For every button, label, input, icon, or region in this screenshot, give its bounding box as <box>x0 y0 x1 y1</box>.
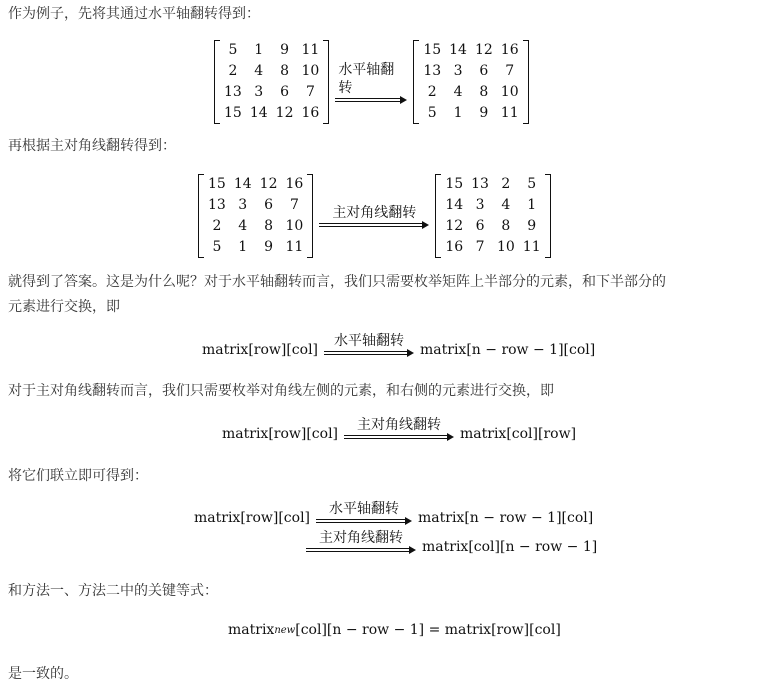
matrix-original <box>214 40 329 124</box>
equation-combined-step2 <box>300 527 597 555</box>
paragraph-explanation-line2: 元素进行交换，即 <box>8 299 120 315</box>
arrow-label-horizontal: 水平轴翻转 <box>338 62 395 96</box>
matrix-row <box>204 237 307 258</box>
matrix-row-2 <box>198 174 551 258</box>
matrix-cell: 9 <box>280 42 290 58</box>
matrix-row <box>419 40 522 61</box>
matrix-cell: 6 <box>479 63 489 79</box>
matrix-row-1 <box>214 40 529 124</box>
matrix-cell: 1 <box>238 239 248 255</box>
eq3-arrow-label-horizontal: 水平轴翻转 <box>329 501 400 517</box>
matrix-cell: 5 <box>228 42 238 58</box>
matrix-cell: 13 <box>423 63 442 79</box>
matrix-cell: 2 <box>228 63 238 79</box>
eq3-mid: matrix[n − row − 1][col] <box>418 510 594 526</box>
matrix-cell: 3 <box>254 84 264 100</box>
eq4-base: matrix <box>228 622 275 638</box>
matrix-after-diagonal <box>435 174 550 258</box>
eq1-arrow-label: 水平轴翻转 <box>334 333 405 349</box>
matrix-row <box>204 174 307 195</box>
matrix-cell: 4 <box>453 84 463 100</box>
matrix-cell: 1 <box>527 197 537 213</box>
matrix-row <box>220 103 323 124</box>
matrix-cell: 8 <box>501 218 511 234</box>
matrix-row <box>441 195 544 216</box>
matrix-cell: 1 <box>254 42 264 58</box>
matrix-row <box>419 103 522 124</box>
matrix-cell: 7 <box>505 63 515 79</box>
matrix-table <box>441 174 544 258</box>
paragraph-diagonal-flip-intro: 再根据主对角线翻转得到： <box>8 138 176 154</box>
matrix-cell: 6 <box>280 84 290 100</box>
matrix-cell: 16 <box>285 176 304 192</box>
matrix-cell: 11 <box>522 239 541 255</box>
matrix-cell: 16 <box>301 105 320 121</box>
eq2-arrow <box>344 416 454 440</box>
matrix-cell: 11 <box>500 105 519 121</box>
matrix-cell: 3 <box>453 63 463 79</box>
matrix-cell: 2 <box>212 218 222 234</box>
matrix-row <box>419 82 522 103</box>
matrix-cell: 14 <box>233 176 252 192</box>
matrix-cell: 8 <box>280 63 290 79</box>
eq2-left: matrix[row][col] <box>222 426 339 442</box>
arrow-diagonal-flip <box>319 204 429 228</box>
matrix-cell: 3 <box>238 197 248 213</box>
matrix-row <box>441 216 544 237</box>
matrix-cell: 14 <box>449 42 467 58</box>
matrix-cell: 9 <box>527 218 537 234</box>
matrix-cell: 7 <box>289 197 299 213</box>
equation-key <box>228 622 561 638</box>
matrix-cell: 5 <box>212 239 222 255</box>
matrix-cell: 14 <box>249 105 268 121</box>
matrix-cell: 2 <box>501 176 511 192</box>
eq4-subscript: new <box>274 624 296 636</box>
matrix-cell: 10 <box>496 239 515 255</box>
matrix-cell: 13 <box>471 176 489 192</box>
matrix-cell: 11 <box>285 239 304 255</box>
eq3-arrow-diagonal <box>306 529 416 553</box>
matrix-cell: 7 <box>475 239 485 255</box>
eq3-right: matrix[col][n − row − 1] <box>422 539 598 555</box>
matrix-cell: 15 <box>208 176 226 192</box>
matrix-cell: 8 <box>264 218 274 234</box>
matrix-row <box>441 237 544 258</box>
matrix-cell: 11 <box>301 42 320 58</box>
matrix-cell: 16 <box>445 239 464 255</box>
eq2-arrow-label: 主对角线翻转 <box>357 417 442 433</box>
matrix-row <box>220 61 323 82</box>
matrix-cell: 6 <box>264 197 274 213</box>
equation-combined-step1 <box>194 498 593 526</box>
paragraph-explanation-line1: 就得到了答案。这是为什么呢？对于水平轴翻转而言，我们只需要枚举矩阵上半部分的元素，和下半部分的 <box>8 274 666 290</box>
matrix-cell: 8 <box>479 84 489 100</box>
paragraph-horizontal-flip-intro: 作为例子，先将其通过水平轴翻转得到： <box>8 6 260 22</box>
matrix-cell: 9 <box>264 239 274 255</box>
eq3-arrow-label-diagonal: 主对角线翻转 <box>319 530 403 546</box>
matrix-cell: 1 <box>453 105 463 121</box>
matrix-cell: 5 <box>527 176 537 192</box>
eq1-left: matrix[row][col] <box>202 342 319 358</box>
matrix-table <box>220 40 323 124</box>
matrix-cell: 12 <box>259 176 278 192</box>
matrix-table <box>204 174 307 258</box>
matrix-table <box>419 40 522 124</box>
matrix-cell: 4 <box>238 218 248 234</box>
matrix-cell: 15 <box>423 42 442 58</box>
matrix-row <box>441 174 544 195</box>
matrix-after-horizontal <box>413 40 528 124</box>
matrix-cell: 3 <box>475 197 485 213</box>
matrix-after-horizontal-2 <box>198 174 313 258</box>
matrix-cell: 15 <box>445 176 464 192</box>
matrix-cell: 2 <box>427 84 437 100</box>
eq1-right: matrix[n − row − 1][col] <box>420 342 596 358</box>
matrix-cell: 9 <box>479 105 489 121</box>
paragraph-combine: 将它们联立即可得到： <box>8 468 148 484</box>
matrix-row <box>220 40 323 61</box>
matrix-cell: 12 <box>275 105 294 121</box>
eq2-right: matrix[col][row] <box>460 426 577 442</box>
matrix-cell: 10 <box>500 84 519 100</box>
matrix-cell: 4 <box>254 63 264 79</box>
matrix-cell: 13 <box>224 84 242 100</box>
eq3-arrow-horizontal <box>316 500 412 524</box>
matrix-cell: 6 <box>475 218 485 234</box>
matrix-row <box>419 61 522 82</box>
paragraph-conclusion: 是一致的。 <box>8 666 78 682</box>
matrix-cell: 4 <box>501 197 511 213</box>
matrix-cell: 10 <box>285 218 304 234</box>
matrix-cell: 12 <box>474 42 493 58</box>
matrix-cell: 7 <box>305 84 315 100</box>
equation-horizontal <box>202 330 595 358</box>
equation-diagonal <box>222 414 576 442</box>
matrix-cell: 15 <box>224 105 242 121</box>
matrix-cell: 12 <box>445 218 464 234</box>
eq1-arrow <box>324 332 414 356</box>
paragraph-key-equation: 和方法一、方法二中的关键等式： <box>8 583 218 599</box>
eq4-rest: [col][n − row − 1] = matrix[row][col] <box>295 622 561 638</box>
matrix-cell: 14 <box>445 197 464 213</box>
matrix-row <box>204 195 307 216</box>
matrix-cell: 13 <box>208 197 226 213</box>
paragraph-diagonal-explanation: 对于主对角线翻转而言，我们只需要枚举对角线左侧的元素，和右侧的元素进行交换，即 <box>8 383 554 399</box>
matrix-cell: 16 <box>500 42 519 58</box>
matrix-cell: 10 <box>301 63 320 79</box>
matrix-row <box>204 216 307 237</box>
arrow-horizontal-flip <box>335 61 407 103</box>
matrix-cell: 5 <box>427 105 437 121</box>
eq3-left: matrix[row][col] <box>194 510 311 526</box>
matrix-row <box>220 82 323 103</box>
arrow-label-diagonal: 主对角线翻转 <box>332 205 417 221</box>
